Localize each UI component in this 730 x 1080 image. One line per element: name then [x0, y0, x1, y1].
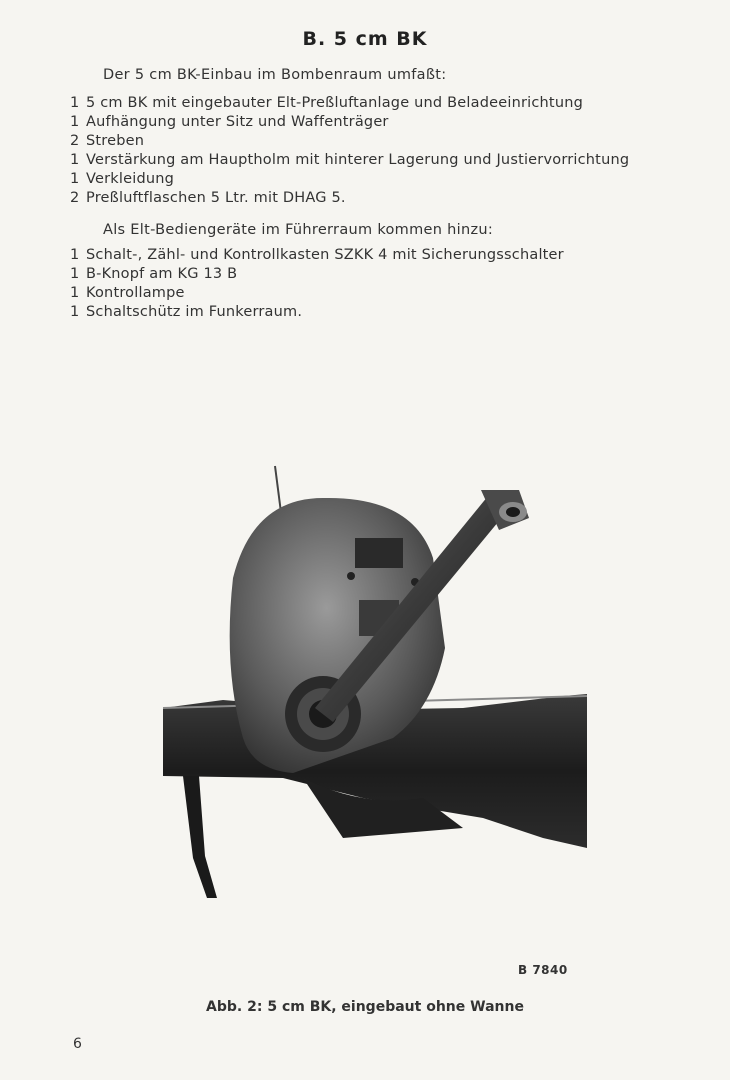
item-quantity: 1: [70, 171, 80, 187]
item-text: Verkleidung: [86, 171, 175, 187]
figure-caption: Abb. 2: 5 cm BK, eingebaut ohne Wanne: [206, 999, 524, 1015]
item-text: Streben: [86, 133, 145, 149]
aircraft-cannon-photo: [163, 378, 587, 910]
list-item: [70, 132, 629, 151]
item-quantity: 1: [70, 152, 80, 168]
item-quantity: 2: [70, 133, 80, 149]
page-number: 6: [73, 1036, 82, 1052]
item-text: Schalt-, Zähl- und Kontrollkasten SZKK 4 mit Sicherungsschalter: [86, 247, 564, 263]
item-text: Kontrollampe: [86, 285, 185, 301]
item-quantity: 1: [70, 247, 80, 263]
list-item: [70, 189, 629, 208]
item-quantity: 1: [70, 266, 80, 282]
item-quantity: 1: [70, 285, 80, 301]
intro-text-2: Als Elt-Bediengeräte im Führerraum kommen hinzu:: [103, 222, 494, 238]
item-quantity: 2: [70, 190, 80, 206]
list-item: [70, 246, 564, 265]
list-item: [70, 113, 629, 132]
list-item: [70, 303, 564, 322]
parts-list-2: [70, 246, 564, 322]
list-item: [70, 151, 629, 170]
item-quantity: 1: [70, 114, 80, 130]
item-quantity: 1: [70, 95, 80, 111]
intro-text-1: Der 5 cm BK-Einbau im Bombenraum umfaßt:: [103, 67, 447, 83]
item-text: Verstärkung am Hauptholm mit hinterer Lagerung und Justiervorrichtung: [86, 152, 630, 168]
list-item: [70, 170, 629, 189]
section-heading: B. 5 cm BK: [302, 28, 428, 50]
photo-reference-code: B 7840: [518, 963, 568, 977]
item-text: Aufhängung unter Sitz und Waffenträger: [86, 114, 389, 130]
list-item: [70, 284, 564, 303]
item-quantity: 1: [70, 304, 80, 320]
item-text: Schaltschütz im Funkerraum.: [86, 304, 303, 320]
item-text: B-Knopf am KG 13 B: [86, 266, 238, 282]
list-item: [70, 94, 629, 113]
item-text: Preßluftflaschen 5 Ltr. mit DHAG 5.: [86, 190, 346, 206]
item-text: 5 cm BK mit eingebauter Elt-Preßluftanlage und Beladeeinrichtung: [86, 95, 584, 111]
list-item: [70, 265, 564, 284]
parts-list-1: [70, 94, 629, 208]
